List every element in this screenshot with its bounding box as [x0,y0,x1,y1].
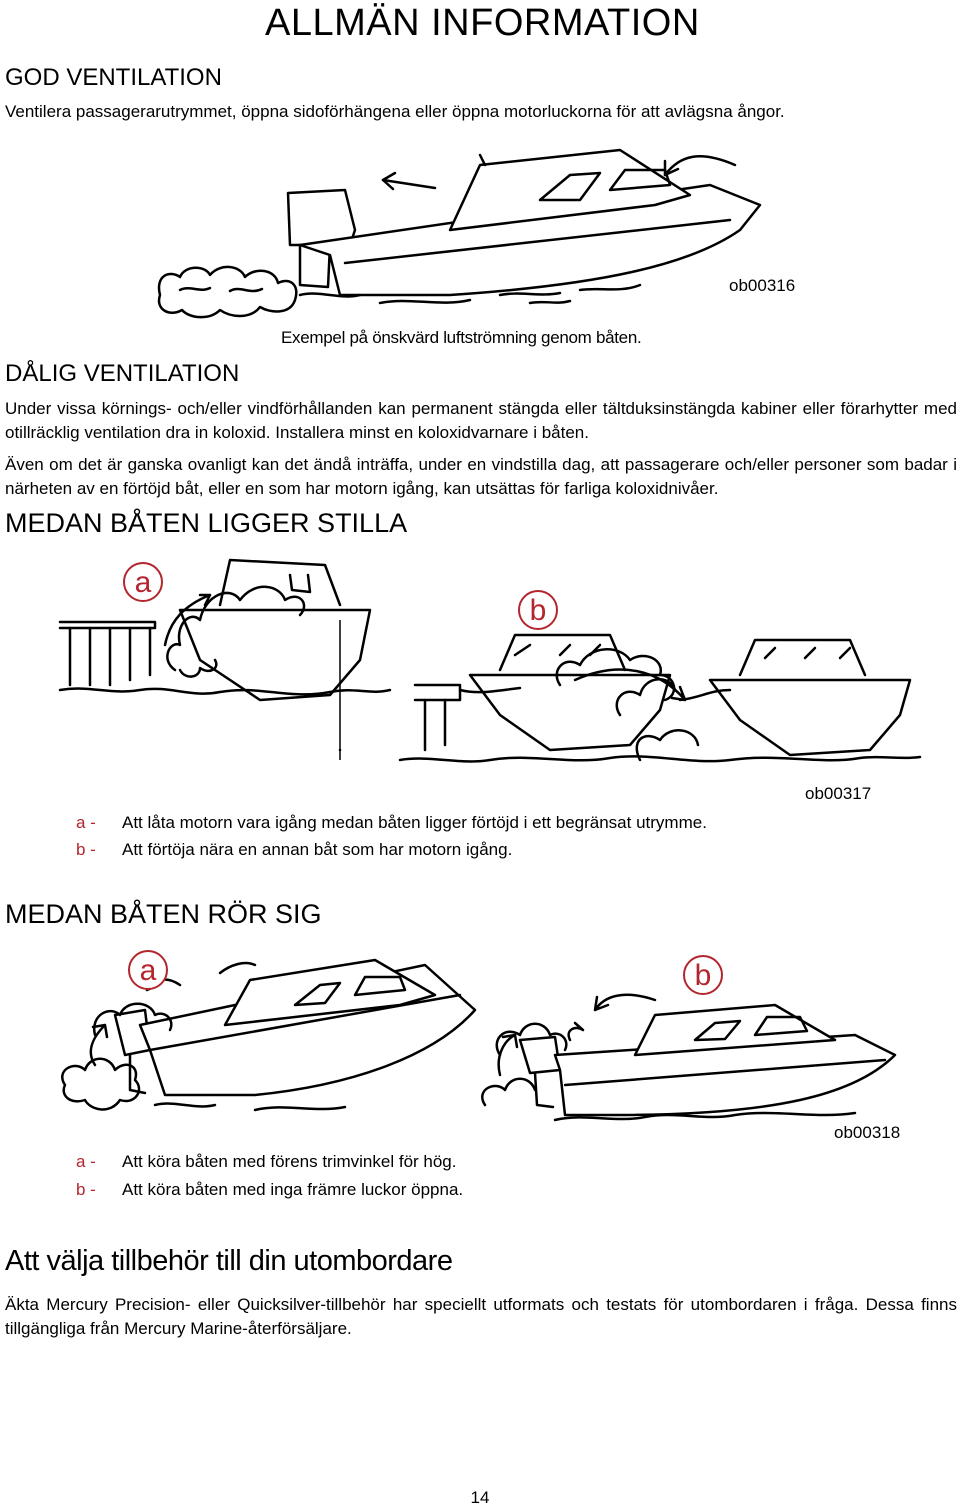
legend-text: Att låta motorn vara igång medan båten ligger förtöjd i ett begränsat utrymme. [122,813,707,832]
legend-letter: a - [76,1152,96,1171]
good-ventilation-figure-code: ob00316 [729,276,796,295]
stationary-illustration [60,550,920,775]
accessories-heading: Att välja tillbehör till din utombordare [5,1245,453,1277]
moving-heading: MEDAN BÅTEN RÖR SIG [5,899,322,929]
stationary-badge-a: a [123,562,163,602]
accessories-text: Äkta Mercury Precision- eller Quicksilver-tillbehör har speciellt utformats och testats för utombordaren i fråga. Dessa finns tillgängliga från Mercury Marine-återförsäljare. [5,1295,957,1338]
page-header-title: ALLMÄN INFORMATION [265,2,700,44]
stationary-heading: MEDAN BÅTEN LIGGER STILLA [5,508,408,538]
legend-text: Att förtöja nära en annan båt som har motorn igång. [122,840,513,859]
poor-ventilation-paragraph-1: Under vissa körnings- och/eller vindförhållanden kan permanent stängda eller tältduksinstängda kabiner eller förarhytter med otillräcklig ventilation dra in koloxid. Installera minst en koloxidvarnare i båten. [5,399,957,442]
good-ventilation-caption: Exempel på önskvärd luftströmning genom båten. [281,328,642,347]
stationary-figure-code: ob00317 [805,784,872,803]
legend-letter: b - [76,1180,96,1199]
moving-legend-b [76,1180,463,1200]
moving-figure-code: ob00318 [834,1123,901,1142]
moving-illustration [55,955,915,1125]
legend-text: Att köra båten med förens trimvinkel för hög. [122,1152,457,1171]
legend-letter: b - [76,840,96,859]
legend-text: Att köra båten med inga främre luckor öppna. [122,1180,464,1199]
poor-ventilation-heading: DÅLIG VENTILATION [5,360,240,387]
moving-legend-a [76,1152,457,1172]
stationary-badge-b: b [518,590,558,630]
moving-badge-a: a [128,950,168,990]
good-ventilation-illustration [150,145,810,330]
good-ventilation-text: Ventilera passagerarutrymmet, öppna sidoförhängena eller öppna motorluckorna för att avlägsna ångor. [5,102,785,121]
stationary-legend-b [76,840,512,860]
good-ventilation-heading: GOD VENTILATION [5,64,222,91]
legend-letter: a - [76,813,96,832]
poor-ventilation-paragraph-2: Även om det är ganska ovanligt kan det ändå inträffa, under en vindstilla dag, att passagerare och/eller personer som badar i närheten av en förtöjd båt, eller en som har motorn igång, kan utsättas för farliga koloxidnivåer. [5,455,957,498]
page-number: 14 [470,1488,490,1507]
moving-badge-b: b [683,955,723,995]
stationary-legend-a [76,813,707,833]
